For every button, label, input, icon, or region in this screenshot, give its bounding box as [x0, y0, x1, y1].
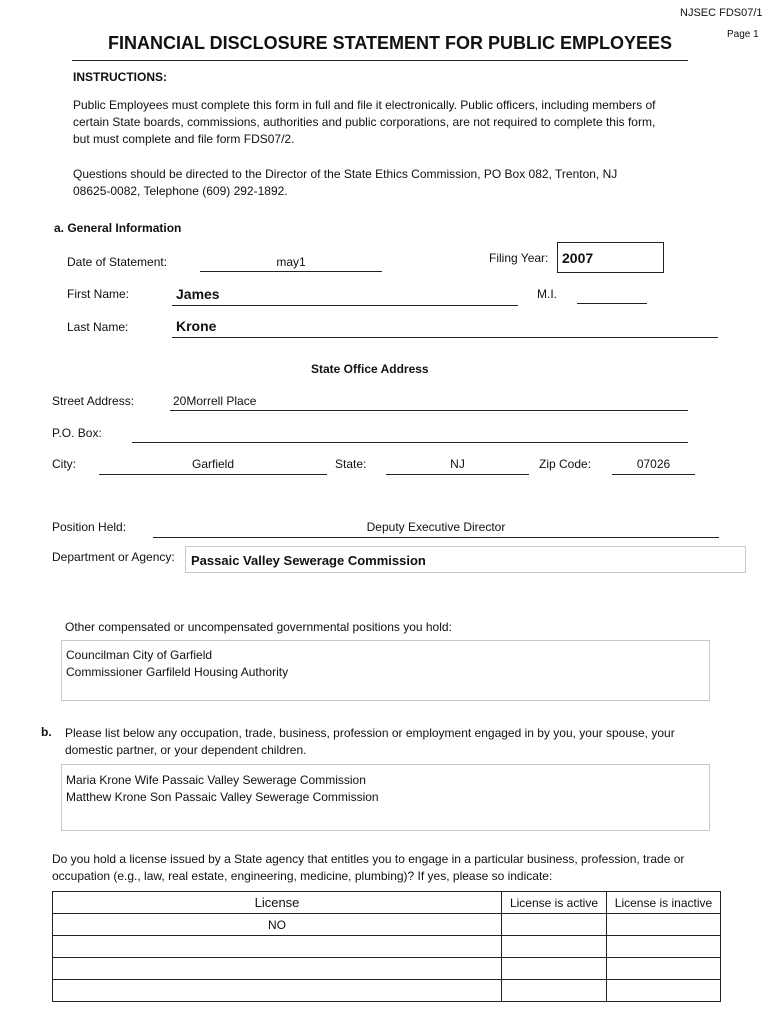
first-name-label: First Name:	[67, 287, 130, 301]
license-active-cell[interactable]	[502, 936, 607, 958]
form-code: NJSEC FDS07/1	[680, 7, 763, 19]
first-name-underline	[172, 305, 518, 306]
position-underline	[153, 537, 719, 538]
license-cell[interactable]	[53, 958, 502, 980]
po-box-label: P.O. Box:	[52, 426, 102, 440]
section-b-marker: b.	[41, 725, 52, 739]
instructions-line: Questions should be directed to the Director of the State Ethics Commission, PO Box 082, Trenton, NJ	[73, 167, 618, 181]
question-line: Do you hold a license issued by a State agency that entitles you to engage in a particular business, profession, trade or	[52, 852, 685, 866]
state-label: State:	[335, 457, 367, 471]
page-number: Page 1	[727, 29, 759, 40]
license-inactive-cell[interactable]	[607, 914, 721, 936]
occupation-line: Maria Krone Wife Passaic Valley Sewerage Commission	[66, 773, 366, 787]
department-field[interactable]: Passaic Valley Sewerage Commission	[185, 546, 746, 573]
instructions-line: Public Employees must complete this form in full and file it electronically. Public officers, including members of	[73, 98, 656, 112]
table-row	[53, 980, 721, 1002]
table-row	[53, 958, 721, 980]
section-b-question	[65, 725, 675, 759]
street-address-field[interactable]: 20Morrell Place	[173, 394, 257, 408]
other-position-line: Councilman City of Garfield	[66, 648, 213, 662]
license-active-cell[interactable]	[502, 914, 607, 936]
middle-initial-underline	[577, 303, 647, 304]
question-line: Please list below any occupation, trade, business, profession or employment engaged in by you, your spouse, your	[65, 726, 675, 740]
license-cell[interactable]	[53, 936, 502, 958]
middle-initial-label: M.I.	[537, 287, 557, 301]
page-title: FINANCIAL DISCLOSURE STATEMENT FOR PUBLIC EMPLOYEES	[108, 33, 673, 53]
question-line: occupation (e.g., law, real estate, engineering, medicine, plumbing)? If yes, please so indicate:	[52, 869, 553, 883]
question-line: domestic partner, or your dependent children.	[65, 743, 307, 757]
filing-year-label: Filing Year:	[489, 251, 549, 265]
filing-year-field[interactable]: 2007	[557, 242, 664, 273]
street-underline	[170, 410, 688, 411]
last-name-underline	[172, 337, 718, 338]
street-address-label: Street Address:	[52, 394, 135, 408]
title-underline	[72, 60, 688, 61]
position-held-label: Position Held:	[52, 520, 127, 534]
first-name-field[interactable]: James	[176, 286, 220, 302]
zip-code-field[interactable]: 07026	[636, 457, 671, 471]
license-active-cell[interactable]	[502, 980, 607, 1002]
column-header-license: License	[53, 892, 502, 914]
last-name-field[interactable]: Krone	[176, 318, 217, 334]
department-label: Department or Agency:	[52, 550, 175, 564]
column-header-active: License is active	[502, 892, 607, 914]
instructions-heading: INSTRUCTIONS:	[73, 70, 167, 84]
license-table-header	[53, 892, 721, 914]
license-cell[interactable]: NO	[53, 914, 502, 936]
license-inactive-cell[interactable]	[607, 936, 721, 958]
last-name-label: Last Name:	[67, 320, 129, 334]
instructions-line: 08625-0082, Telephone (609) 292-1892.	[73, 184, 288, 198]
other-positions-field[interactable]	[61, 640, 710, 701]
date-of-statement-label: Date of Statement:	[67, 255, 168, 269]
address-heading: State Office Address	[311, 362, 429, 376]
license-cell[interactable]	[53, 980, 502, 1002]
city-underline	[99, 474, 327, 475]
table-row	[53, 914, 721, 936]
occupations-field[interactable]	[61, 764, 710, 831]
instructions-paragraph-1	[73, 97, 655, 148]
table-row	[53, 936, 721, 958]
state-underline	[386, 474, 529, 475]
position-held-field[interactable]: Deputy Executive Director	[366, 520, 506, 534]
license-table	[52, 891, 721, 1002]
license-inactive-cell[interactable]	[607, 958, 721, 980]
date-underline	[200, 271, 382, 272]
zip-code-label: Zip Code:	[539, 457, 592, 471]
other-position-line: Commissioner Garfileld Housing Authority	[66, 665, 289, 679]
instructions-paragraph-2	[73, 166, 617, 200]
general-info-heading: a. General Information	[54, 221, 182, 235]
city-field[interactable]: Garfield	[191, 457, 235, 471]
license-question	[52, 851, 684, 885]
state-field[interactable]: NJ	[450, 457, 465, 471]
zip-underline	[612, 474, 695, 475]
city-label: City:	[52, 457, 76, 471]
po-box-underline	[132, 442, 688, 443]
date-of-statement-field[interactable]: may1	[276, 255, 306, 269]
other-positions-label: Other compensated or uncompensated governmental positions you hold:	[65, 620, 452, 634]
instructions-line: but must complete and file form FDS07/2.	[73, 132, 295, 146]
occupation-line: Matthew Krone Son Passaic Valley Sewerage Commission	[66, 790, 379, 804]
instructions-line: certain State boards, commissions, authorities and public corporations, are not required to complete this form,	[73, 115, 656, 129]
license-inactive-cell[interactable]	[607, 980, 721, 1002]
license-active-cell[interactable]	[502, 958, 607, 980]
column-header-inactive: License is inactive	[607, 892, 721, 914]
